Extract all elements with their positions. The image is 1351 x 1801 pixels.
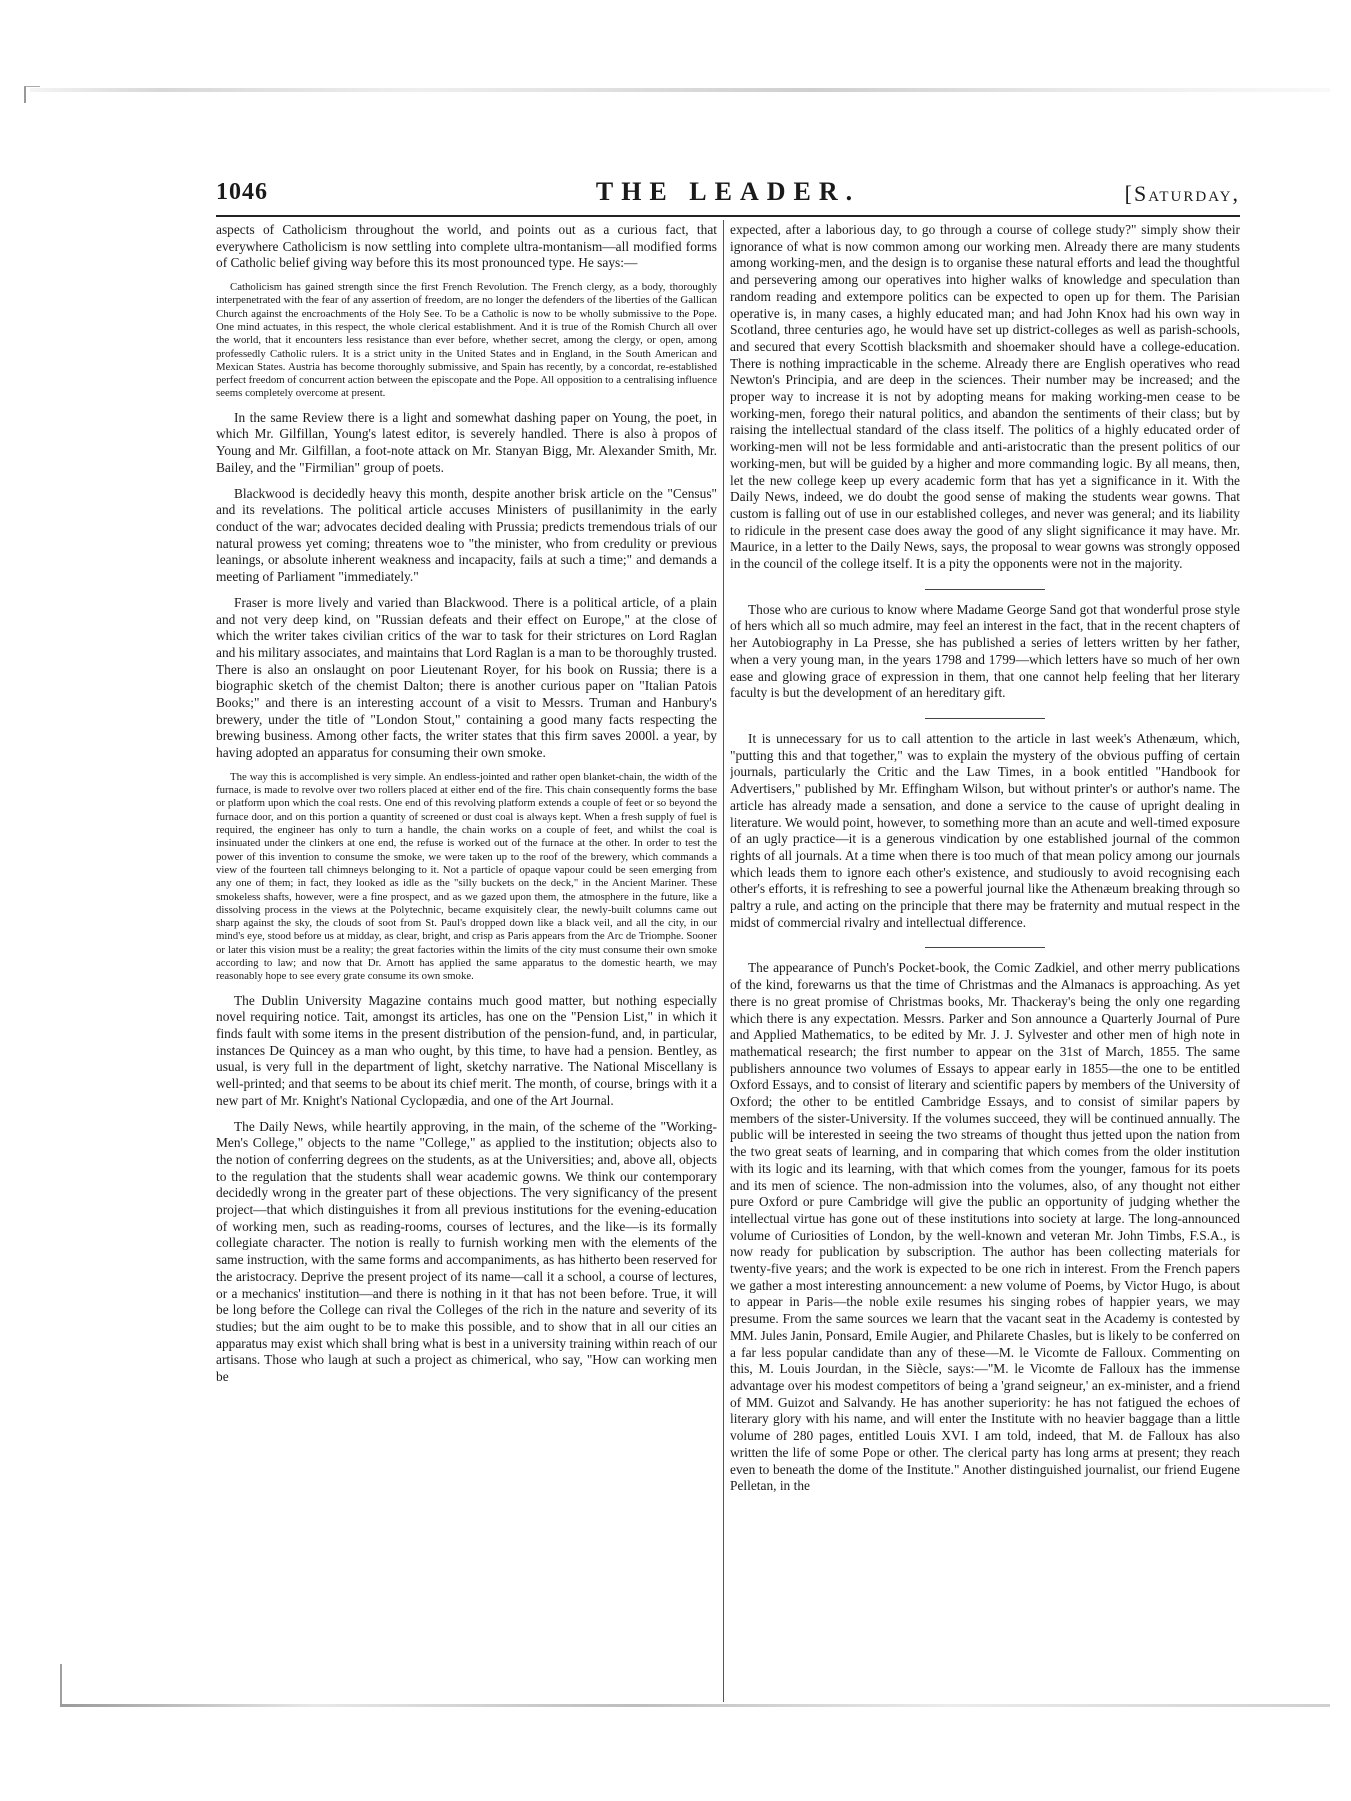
- scan-edge-bottom: [60, 1704, 1330, 1707]
- page-number: 1046: [216, 179, 268, 205]
- issue-day: [Saturday,: [1124, 181, 1240, 206]
- right-column: [730, 222, 1240, 1704]
- paragraph-blackwood: Blackwood is decidedly heavy this month, despite another brisk article on the "Census" and its revelations. The political article accuses Ministers of pusillanimity in the early conduct of the war; advocates decided dealing with Prussia; predicts tremendous trials of our natural prowess yet coming; threatens woe to "the minister, who from credulity or previous leanings, or absolute inherent weakness and incapacity, fails at such a time;" and demands a meeting of Parliament "immediately.": [216, 485, 717, 585]
- left-column: [216, 222, 717, 1704]
- paragraph-fraser: Fraser is more lively and varied than Blackwood. There is a political article, of a plain and not very deep kind, on "Russian defeats and their effect on Europe," at the close of which the writer takes civilian critics of the war to task for their strictures on Lord Raglan and his military associates, and maintains that Lord Raglan is a man to be thoroughly trusted. There is also an onslaught on poor Lieutenant Royer, for his book on Russia; there is a biographic sketch of the chemist Dalton; there is another curious paper on "Italian Patois Books;" and there is an interesting account of a visit to Messrs. Truman and Hanbury's brewery, under the title of "London Stout," containing a good many facts respecting the brewing business. Among other facts, the writer states that this firm saves 2000l. a year, by having adopted an apparatus for consuming their own smoke.: [216, 594, 717, 761]
- paragraph-publications: The appearance of Punch's Pocket-book, the Comic Zadkiel, and other merry publications of the kind, forewarns us that the time of Christmas and the Almanacs is approaching. As yet there is no great promise of Christmas books, Mr. Thackeray's being the only one regarding which there is any expectation. Messrs. Parker and Son announce a Quarterly Journal of Pure and Applied Mathematics, to be edited by Mr. J. J. Sylvester and other men of high note in mathematical research; the first number to appear on the 31st of March, 1855. The same publishers announce two volumes of Essays to appear early in 1855—the one to be entitled Oxford Essays, and to consist of literary and scientific papers by members of the University of Oxford; the other to be entitled Cambridge Essays, and to consist of similar papers by members of the sister-University. If the volumes succeed, they will be continued annually. The public will be interested in seeing the two streams of thought thus jetted upon the nation from the two great seats of learning, and in comparing that which comes from the older institution with its logic and its learning, with that which comes from the younger, famous for its poets and its men of science. The non-admission into the volumes, also, of any thought not either pure Oxford or pure Cambridge will give the public an opportunity of judging whether the intellectual virtue has gone out of these institutions into society at large. The long-announced volume of Curiosities of London, by the well-known and veteran Mr. John Timbs, F.S.A., is now ready for publication by subscription. The author has been collecting materials for twenty-five years; and the work is expected to be one rich in interest. From the French papers we gather a most interesting announcement: a new volume of Poems, by Victor Hugo, is about to appear in Paris—the noble exile resumes his singing robes of happier years, we may presume. From the same sources we learn that the vacant seat in the Academy is contested by MM. Jules Janin, Ponsard, Emile Augier, and Philarete Chasles, but is likely to be conferred on a far less popular candidate than any of these—M. le Vicomte de Falloux. Commenting on this, M. Louis Jourdan, in the Siècle, says:—"M. le Vicomte de Falloux has the immense advantage over his modest competitors of being a 'grand seigneur,' an ex-minister, and a friend of MM. Guizot and Salvandy. He has another superiority: he has not fatigued the echoes of literary glory with his name, and will enter the Institute with no heavier baggage than a little volume of 280 pages, entitled Louis XVI. I am told, indeed, that M. de Falloux has also written the life of some Pope or other. The clerical party has long arms at present; they reach even to beneath the dome of the Institute." Another distinguished journalist, our friend Eugene Pelletan, in the: [730, 960, 1240, 1494]
- paragraph-young-review: In the same Review there is a light and somewhat dashing paper on Young, the poet, in which Mr. Gilfillan, Young's latest editor, is severely handled. There is also à propos of Young and Mr. Gilfillan, a foot-note attack on Mr. Stanyan Bigg, Mr. Alexander Smith, Mr. Bailey, and the "Firmilian" group of poets.: [216, 409, 717, 475]
- section-rule: [925, 947, 1045, 948]
- paper-title: THE LEADER.: [595, 177, 861, 206]
- scan-edge-top: [30, 88, 1330, 92]
- page-header: [216, 175, 1240, 209]
- paragraph-magazines: The Dublin University Magazine contains much good matter, but nothing especially novel requiring notice. Tait, amongst its articles, has one on the "Pension List," in which it finds fault with some items in the present distribution of the pension-fund, and, in particular, instances De Quincey as a man who ought, by this time, to have had a pension. Bentley, as usual, is very full in the department of light, sketchy narrative. The National Miscellany is well-printed; and that seems to be about its chief merit. The month, of course, brings with it a new part of Mr. Knight's National Cyclopædia, and one of the Art Journal.: [216, 992, 717, 1108]
- paragraph-catholicism: aspects of Catholicism throughout the world, and points out as a curious fact, that everywhere Catholicism is now settling into complete ultra-montanism—all modified forms of Catholic belief giving way before this its most pronounced type. He says:—: [216, 222, 717, 271]
- header-rule: [216, 215, 1240, 217]
- paragraph-athenaeum: It is unnecessary for us to call attention to the article in last week's Athenæum, which, "putting this and that together," was to explain the mystery of the obvious puffing of certain journals, particularly the Critic and the Law Times, in a book entitled "Handbook for Advertisers," published by Mr. Effingham Wilson, but without printer's or author's name. The article has already made a sensation, and done a service to the cause of upright dealing in literature. We would point, however, to something more than an acute and well-timed exposure of an ugly practice—it is a generous vindication by one established journal of the common rights of all journals. At a time when there is too much of that mean policy among our journals which leads them to ignore each other's existence, and studiously to avoid recognising each other's efforts, it is refreshing to see a powerful journal like the Athenæum breaking through so paltry a rule, and acting on the principle that there may be fraternity and mutual respect in the midst of commercial rivalry and intellectual difference.: [730, 730, 1240, 930]
- section-rule: [925, 589, 1045, 590]
- scan-corner-mark: [24, 86, 40, 103]
- scan-edge-left: [60, 1664, 62, 1706]
- quote-brewery: The way this is accomplished is very simple. An endless-jointed and rather open blanket-chain, the width of the furnace, is made to revolve over two rollers placed at either end of the fire. This chain consequently forms the base or platform upon which the coal rests. One end of this revolving platform extends a couple of feet or so beyond the furnace door, and on this portion a quantity of screened or dust coal is always kept. When a fresh supply of fuel is required, the engineer has only to turn a handle, the chain works on a couple of feet, and whilst the coal is insinuated under the clinkers at one end, the refuse is worked out of the furnace at the other. In order to test the power of this invention to consume the smoke, we were taken up to the roof of the brewery, which commands a view of the fourteen tall chimneys belonging to it. Not a particle of opaque vapour could be seen emerging from any one of them; in fact, they looked as idle as the "silly buckets on the deck," in the Ancient Mariner. These smokeless shafts, however, were a fine prospect, and as we gazed upon them, the atmosphere in the future, like a dissolving process in the views at the Polytechnic, became exquisitely clear, the newly-built columns came out sharp against the sky, the clouds of soot from St. Paul's dropped down like a black veil, and all the city, in our mind's eye, stood before us at midday, as clear, bright, and crisp as Paris appears from the Arc de Triomphe. Sooner or later this vision must be a reality; the great factories within the limits of the city must consume their own smoke according to law; and now that Dr. Arnott has applied the same apparatus to the domestic hearth, we may reasonably hope to see every grate consume its own smoke.: [216, 770, 717, 983]
- quote-catholicism: Catholicism has gained strength since the first French Revolution. The French clergy, as a body, thoroughly interpenetrated with the fear of any assertion of freedom, are no longer the defenders of the liberties of the Gallican Church against the encroachments of the Holy See. To be a Catholic is now to be wholly submissive to the Pope. One mind actuates, in this respect, the whole clerical establishment. And it is true of the Romish Church all over the world, that it encounters less resistance than ever before, whether secret, among the clergy, or open, among professedly Catholic rulers. It is a strict unity in the United States and in England, in the South American and Mexican States. Austria has become thoroughly submissive, and Spain has recently, by a concordat, re-established perfect freedom of concurrent action between the episcopate and the Pope. All opposition to a centralising influence seems completely overcome at present.: [216, 281, 717, 400]
- column-divider: [723, 220, 724, 1702]
- paragraph-college-continued: expected, after a laborious day, to go through a course of college study?" simply show their ignorance of what is now common among our working men. Already there are many students among working-men, and the design is to organise these natural efforts and lead the thoughtful and persevering among our operatives into higher walks of knowledge and speculation than random reading and extempore politics can be expected to open up for them. The Parisian operative is, in many cases, a highly educated man; and had John Knox had his own way in Scotland, three centuries ago, he would have set up district-colleges as well as parish-schools, and secured that every Scottish blacksmith and shoemaker should have a college-education. There is nothing impracticable in the scheme. Already there are English operatives who read Newton's Principia, and are deep in the sciences. Their number may be increased; and the proper way to increase it is not by adopting means for making working-men cease to be working-men, forego their natural politics, and abandon the sentiments of their class; but by raising the intellectual standard of the class itself. The politics of a highly educated order of working-men will not be less formidable and anti-aristocratic than the present politics of our working-men, but will be guided by a higher and more commanding logic. By all means, then, let the new college keep up every academic form that has yet a significance in it. With the Daily News, indeed, we do doubt the good sense of making the students wear gowns. That custom is falling out of use in our established colleges, and never was general; and its liability to ridicule in the present case does away the good of any slight significance it may have. Mr. Maurice, in a letter to the Daily News, says, the proposal to wear gowns was strongly opposed in the council of the college itself. It is a pity the opponents were not in the majority.: [730, 222, 1240, 572]
- paragraph-george-sand: Those who are curious to know where Madame George Sand got that wonderful prose style of hers which all so much admire, may feel an interest in the fact, that in the recent chapters of her Autobiography in La Presse, she has published a series of letters written by her father, when a very young man, in the years 1798 and 1799—which letters have so much of her own ease and glowing grace of expression in them, that one cannot help feeling that her literary faculty is but the development of an hereditary gift.: [730, 601, 1240, 701]
- section-rule: [925, 718, 1045, 719]
- paragraph-working-mens-college: The Daily News, while heartily approving, in the main, of the scheme of the "Working-Men's College," objects to the name "College," as applied to the institution; objects also to the notion of conferring degrees on the students, as at the Universities; and, above all, objects to the regulation that the students shall wear academic gowns. We think our contemporary decidedly wrong in the greater part of these objections. The very significancy of the present project—that which distinguishes it from all previous institutions for the evening-education of working men, such as reading-rooms, courses of lectures, and the like—is its formally collegiate character. The notion is really to furnish working men with the elements of the same instruction, with the same forms and accompaniments, as has hitherto been reserved for the aristocracy. Deprive the present project of its name—call it a school, a course of lectures, or a mechanics' institution—and there is nothing in it that has not been before. True, it will be long before the College can rival the Colleges of the rich in the nature and severity of its studies; but the aim ought to be to make this possible, and to show that in all our cities an apparatus may exist which shall bring what is best in a university training within reach of our artisans. Those who laugh at such a project as chimerical, who say, "How can working men be: [216, 1118, 717, 1385]
